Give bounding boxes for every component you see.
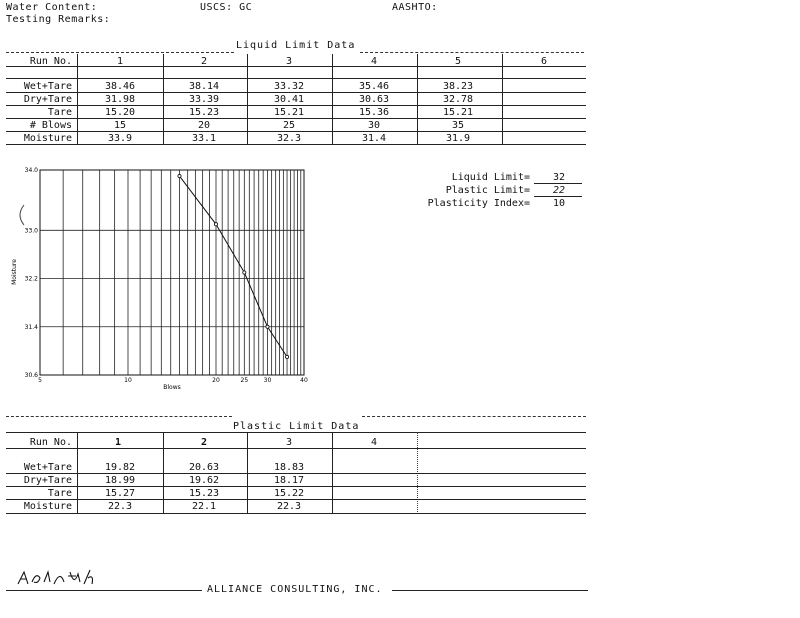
row-label: Tare [47,107,72,118]
x-tick-label: 5 [38,377,42,384]
table-rule [6,66,586,67]
data-point [243,271,246,274]
table-cell: 18.99 [104,475,136,486]
row-label: Moisture [23,133,72,144]
table-cell: 33.1 [191,133,217,144]
x-tick-label: 25 [240,377,249,384]
table-cell: 15.36 [358,107,390,118]
table-cell: 18.17 [273,475,305,486]
plastic-limit-title: Plastic Limit Data [233,421,360,432]
data-point [214,223,217,226]
table-cell: 33.32 [273,81,305,92]
run-number: 5 [454,56,462,67]
table-cell: 15.22 [273,488,305,499]
row-label: Dry+Tare [23,94,72,105]
data-point [266,325,269,328]
row-label: # Blows [29,120,72,131]
table-rule [6,105,586,106]
value-underline [534,183,582,184]
flow-curve-chart [0,160,320,400]
signature-stroke [18,570,93,584]
row-label: Moisture [23,501,72,512]
table-rule [6,499,586,500]
liquid-limit-title: Liquid Limit Data [236,40,356,51]
table-cell: 31.4 [361,133,387,144]
run-number: 6 [540,56,548,67]
table-cell: 33.39 [188,94,220,105]
table-cell: 20 [197,120,211,131]
table-cell: 31.9 [445,133,471,144]
data-point [178,174,181,177]
table-cell: 30 [367,120,381,131]
run-no-label: Run No. [29,437,72,448]
table-rule [6,448,586,449]
y-tick-label: 32.2 [24,275,38,283]
table-rule [362,416,586,417]
table-cell: 22.3 [107,501,133,512]
liquid-limit-label: Liquid Limit= [451,172,530,183]
table-cell: 30.63 [358,94,390,105]
aashto-label: AASHTO: [392,2,438,13]
x-tick-label: 30 [263,377,272,384]
table-cell: 15.20 [104,107,136,118]
table-cell: 15.23 [188,107,220,118]
table-rule [6,486,586,487]
table-cell: 15.21 [442,107,474,118]
run-number: 4 [370,56,378,67]
data-point [285,355,288,358]
plot-frame [40,170,304,375]
water-content-label: Water Content: [6,2,98,13]
signature-line [392,590,588,591]
table-rule [6,78,586,79]
table-rule [6,131,586,132]
y-tick-label: 30.6 [24,372,38,379]
run-number: 1 [116,56,124,67]
x-tick-label: 20 [212,377,220,384]
table-cell: 19.62 [188,475,220,486]
table-cell: 38.14 [188,81,220,92]
table-cell: 20.63 [188,462,220,473]
table-cell: 32.3 [276,133,302,144]
table-rule [6,52,234,53]
table-rule [6,416,232,417]
table-cell: 32.78 [442,94,474,105]
row-label: Tare [47,488,72,499]
table-cell: 19.82 [104,462,136,473]
run-number: 3 [285,437,293,448]
run-number: 4 [370,437,378,448]
table-cell: 15.21 [273,107,305,118]
y-axis-label: Moisture [11,259,18,285]
run-number: 1 [114,437,122,448]
table-rule [6,432,586,433]
run-number: 2 [200,56,208,67]
row-label: Wet+Tare [23,462,72,473]
run-number: 2 [200,437,208,448]
table-cell: 25 [282,120,296,131]
table-rule [360,52,584,53]
table-rule [6,473,586,474]
row-label: Wet+Tare [23,81,72,92]
plasticity-index-label: Plasticity Index= [427,198,530,209]
testing-remarks-label: Testing Remarks: [6,14,111,25]
table-cell: 33.9 [107,133,133,144]
table-cell: 15 [113,120,127,131]
table-rule [6,92,586,93]
table-cell: 31.98 [104,94,136,105]
table-cell: 15.23 [188,488,220,499]
table-cell: 18.83 [273,462,305,473]
plasticity-index-value: 10 [552,198,566,209]
scan-mark [20,205,24,225]
table-cell: 30.41 [273,94,305,105]
table-rule [6,144,586,145]
liquid-limit-value: 32 [552,172,566,183]
initials-signature [14,568,104,590]
y-tick-label: 31.4 [24,323,38,331]
x-axis-label: Blows [163,384,181,391]
table-cell: 35.46 [358,81,390,92]
table-cell: 15.27 [104,488,136,499]
table-cell: 22.1 [191,501,217,512]
table-cell: 35 [451,120,465,131]
signature-line [6,590,202,591]
uscs-label: USCS: GC [200,2,253,13]
table-cell: 38.23 [442,81,474,92]
x-tick-label: 40 [300,377,308,384]
run-number: 3 [285,56,293,67]
x-tick-label: 10 [124,377,132,384]
row-label: Dry+Tare [23,475,72,486]
company-name: ALLIANCE CONSULTING, INC. [207,584,383,595]
table-rule [6,513,586,514]
y-tick-label: 33.0 [24,227,38,235]
y-tick-label: 34.0 [24,167,38,174]
table-rule [6,118,586,119]
run-no-label: Run No. [29,56,72,67]
value-underline [534,196,582,197]
plastic-limit-value: 22 [552,185,566,196]
table-cell: 38.46 [104,81,136,92]
table-cell: 22.3 [276,501,302,512]
plastic-limit-label: Plastic Limit= [445,185,530,196]
